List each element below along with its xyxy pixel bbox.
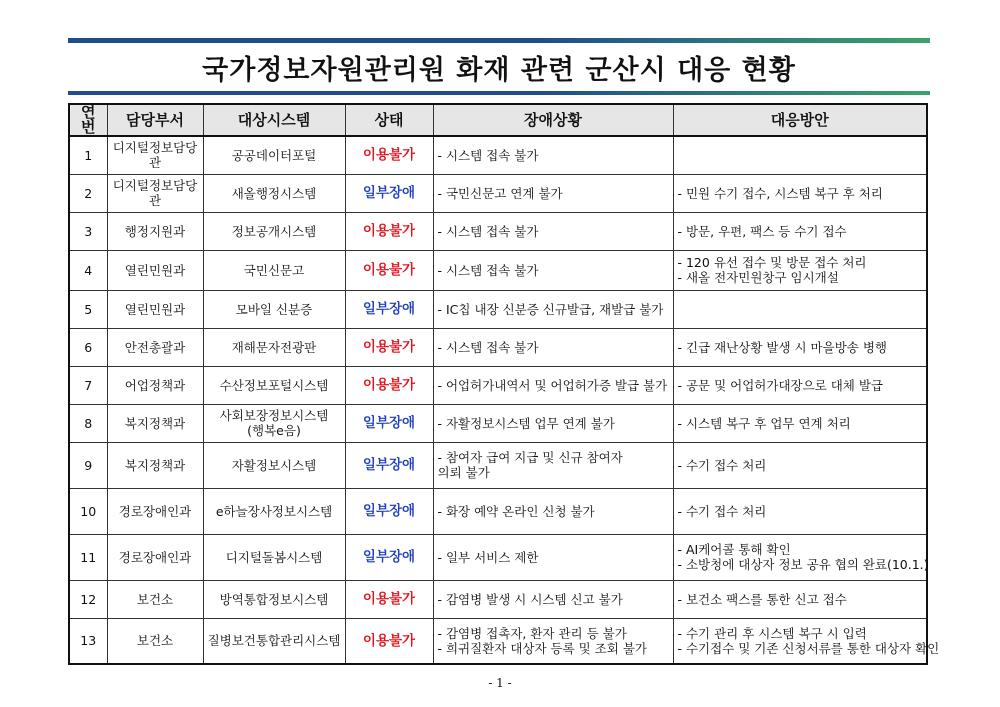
status-table <box>68 103 940 665</box>
status-cell <box>345 580 433 618</box>
table-row <box>69 250 927 290</box>
cell-line: (행복e음) <box>247 423 301 438</box>
system-cell <box>203 534 345 580</box>
issue-cell <box>433 580 673 618</box>
department-cell: 열린민원과 <box>107 290 203 328</box>
row-number: 6 <box>69 328 107 366</box>
issue-cell <box>433 442 673 488</box>
system-cell <box>203 174 345 212</box>
department-cell: 행정지원과 <box>107 212 203 250</box>
cell-line: 공공데이터포털 <box>231 147 317 163</box>
status-badge: 일부장애 <box>362 457 416 473</box>
status-cell <box>345 250 433 290</box>
status-cell <box>345 488 433 534</box>
cell-line: - 감염병 접촉자, 환자 관리 등 불가 <box>437 625 627 641</box>
system-cell <box>203 212 345 250</box>
row-number: 9 <box>69 442 107 488</box>
cell-line: - 참여자 급여 지급 및 신규 참여자 <box>437 450 623 465</box>
cell-line: - 수기 접수 처리 <box>677 503 767 519</box>
cell-line: 의뢰 불가 <box>437 465 490 480</box>
status-badge: 이용불가 <box>362 223 416 239</box>
status-cell <box>345 328 433 366</box>
cell-line: - 국민신문고 연계 불가 <box>437 185 563 201</box>
cell-line: - 120 유선 접수 및 방문 접수 처리 <box>677 255 867 270</box>
header-status: 상태 <box>345 104 433 136</box>
cell-line: e하늘장사정보시스템 <box>215 503 333 519</box>
table-body <box>69 136 940 664</box>
system-cell <box>203 328 345 366</box>
issue-cell <box>433 534 673 580</box>
response-cell <box>673 442 927 488</box>
cell-line: - 수기 관리 후 시스템 복구 시 입력 <box>677 625 867 641</box>
response-cell <box>673 580 927 618</box>
table-row <box>69 212 927 250</box>
issue-cell <box>433 136 673 174</box>
status-badge: 이용불가 <box>362 632 416 649</box>
department-cell: 복지정책과 <box>107 404 203 442</box>
row-number: 8 <box>69 404 107 442</box>
cell-line: - 시스템 접속 불가 <box>437 339 539 355</box>
response-cell <box>673 534 927 580</box>
status-cell <box>345 212 433 250</box>
row-number: 10 <box>69 488 107 534</box>
header-system: 대상시스템 <box>203 104 345 136</box>
row-number: 2 <box>69 174 107 212</box>
table-row <box>69 328 927 366</box>
system-cell <box>203 618 345 664</box>
status-badge: 이용불가 <box>362 591 416 607</box>
cell-line: - 감염병 발생 시 시스템 신고 불가 <box>437 591 623 607</box>
row-number: 3 <box>69 212 107 250</box>
response-cell <box>673 174 927 212</box>
department-cell: 열린민원과 <box>107 250 203 290</box>
cell-line: 수산정보포털시스템 <box>219 377 329 393</box>
issue-cell <box>433 366 673 404</box>
title-bottom-rule <box>68 91 930 95</box>
table-row <box>69 366 927 404</box>
row-number: 5 <box>69 290 107 328</box>
cell-line: - 수기접수 및 기존 신청서류를 통한 대상자 확인 <box>677 640 940 656</box>
system-cell <box>203 250 345 290</box>
system-cell <box>203 404 345 442</box>
cell-line: - 어업허가내역서 및 어업허가증 발급 불가 <box>437 377 668 393</box>
status-badge: 일부장애 <box>362 301 416 317</box>
status-cell <box>345 618 433 664</box>
cell-line: - 소방청에 대상자 정보 공유 협의 완료(10.1.) <box>677 557 929 572</box>
department-cell: 복지정책과 <box>107 442 203 488</box>
department-cell: 안전총괄과 <box>107 328 203 366</box>
department-cell: 경로장애인과 <box>107 488 203 534</box>
cell-line: - 자활정보시스템 업무 연계 불가 <box>437 415 615 431</box>
header-issue: 장애상황 <box>433 104 673 136</box>
table-row <box>69 404 927 442</box>
cell-line: - AI케어콜 통해 확인 <box>677 542 791 557</box>
cell-line: 사회보장정보시스템 <box>219 408 329 423</box>
cell-line: - 민원 수기 접수, 시스템 복구 후 처리 <box>677 185 883 201</box>
cell-line: - 시스템 접속 불가 <box>437 262 539 278</box>
issue-cell <box>433 618 673 664</box>
department-cell: 경로장애인과 <box>107 534 203 580</box>
system-cell <box>203 290 345 328</box>
header-dept: 담당부서 <box>107 104 203 136</box>
row-number: 12 <box>69 580 107 618</box>
issue-cell <box>433 250 673 290</box>
issue-cell <box>433 488 673 534</box>
response-cell <box>673 488 927 534</box>
cell-line: 국민신문고 <box>243 262 305 278</box>
title-top-rule <box>68 38 930 43</box>
status-cell <box>345 174 433 212</box>
page-title: 국가정보자원관리원 화재 관련 군산시 대응 현황 <box>202 54 796 86</box>
status-badge: 이용불가 <box>362 262 416 278</box>
cell-line: - 희귀질환자 대상자 등록 및 조회 불가 <box>437 640 647 656</box>
cell-line: 재해문자전광판 <box>231 339 317 355</box>
response-cell <box>673 328 927 366</box>
issue-cell <box>433 290 673 328</box>
status-cell <box>345 404 433 442</box>
cell-line: - 화장 예약 온라인 신청 불가 <box>437 503 595 519</box>
table-row <box>69 618 927 664</box>
status-badge: 이용불가 <box>362 377 416 393</box>
department-cell: 디지털정보담당관 <box>107 136 203 174</box>
table-row <box>69 534 927 580</box>
cell-line: 방역통합정보시스템 <box>219 591 329 607</box>
department-cell: 보건소 <box>107 618 203 664</box>
table-row <box>69 136 927 174</box>
table-row <box>69 174 927 212</box>
response-cell <box>673 250 927 290</box>
system-cell <box>203 488 345 534</box>
cell-line: 디지털돌봄시스템 <box>225 549 323 565</box>
cell-line: - 보건소 팩스를 통한 신고 접수 <box>677 591 847 607</box>
issue-cell <box>433 174 673 212</box>
status-cell <box>345 534 433 580</box>
cell-line: 정보공개시스템 <box>231 223 317 239</box>
cell-line: - 수기 접수 처리 <box>677 457 767 473</box>
status-cell <box>345 442 433 488</box>
cell-line: 질병보건통합관리시스템 <box>207 633 341 649</box>
response-cell <box>673 404 927 442</box>
system-cell <box>203 442 345 488</box>
system-cell <box>203 580 345 618</box>
issue-cell <box>433 328 673 366</box>
cell-line: - 시스템 복구 후 업무 연계 처리 <box>677 415 851 431</box>
table-header-row <box>69 104 927 136</box>
cell-line: - 방문, 우편, 팩스 등 수기 접수 <box>677 223 847 239</box>
header-response: 대응방안 <box>673 104 927 136</box>
table-row <box>69 442 927 488</box>
response-cell <box>673 618 940 664</box>
status-cell <box>345 136 433 174</box>
response-cell <box>673 136 927 174</box>
table-row <box>69 580 927 618</box>
cell-line: 자활정보시스템 <box>231 457 317 473</box>
cell-line: - 시스템 접속 불가 <box>437 147 539 163</box>
row-number: 1 <box>69 136 107 174</box>
department-cell: 보건소 <box>107 580 203 618</box>
status-cell <box>345 366 433 404</box>
issue-cell <box>433 212 673 250</box>
response-cell <box>673 290 927 328</box>
status-badge: 일부장애 <box>362 185 416 201</box>
header-no: 연번 <box>69 104 107 136</box>
cell-line: - 새올 전자민원창구 임시개설 <box>677 270 839 285</box>
department-cell: 어업정책과 <box>107 366 203 404</box>
cell-line: - 일부 서비스 제한 <box>437 549 539 565</box>
table-row <box>69 488 927 534</box>
row-number: 7 <box>69 366 107 404</box>
row-number: 4 <box>69 250 107 290</box>
response-cell <box>673 366 927 404</box>
cell-line: 모바일 신분증 <box>235 301 313 317</box>
cell-line: - IC칩 내장 신분증 신규발급, 재발급 불가 <box>437 301 664 317</box>
row-number: 11 <box>69 534 107 580</box>
status-badge: 이용불가 <box>362 147 416 164</box>
cell-line: - 공문 및 어업허가대장으로 대체 발급 <box>677 377 884 393</box>
cell-line: 새올행정시스템 <box>231 185 317 201</box>
table-row <box>69 290 927 328</box>
status-badge: 일부장애 <box>362 415 416 431</box>
status-badge: 이용불가 <box>362 339 416 355</box>
status-cell <box>345 290 433 328</box>
row-number: 13 <box>69 618 107 664</box>
status-badge: 일부장애 <box>362 503 416 519</box>
system-cell <box>203 136 345 174</box>
issue-cell <box>433 404 673 442</box>
status-badge: 일부장애 <box>362 549 416 565</box>
response-cell <box>673 212 927 250</box>
cell-line: - 시스템 접속 불가 <box>437 223 539 239</box>
system-cell <box>203 366 345 404</box>
page-number: - 1 - <box>488 676 512 690</box>
cell-line: - 긴급 재난상황 발생 시 마을방송 병행 <box>677 339 887 355</box>
department-cell: 디지털정보담당관 <box>107 174 203 212</box>
